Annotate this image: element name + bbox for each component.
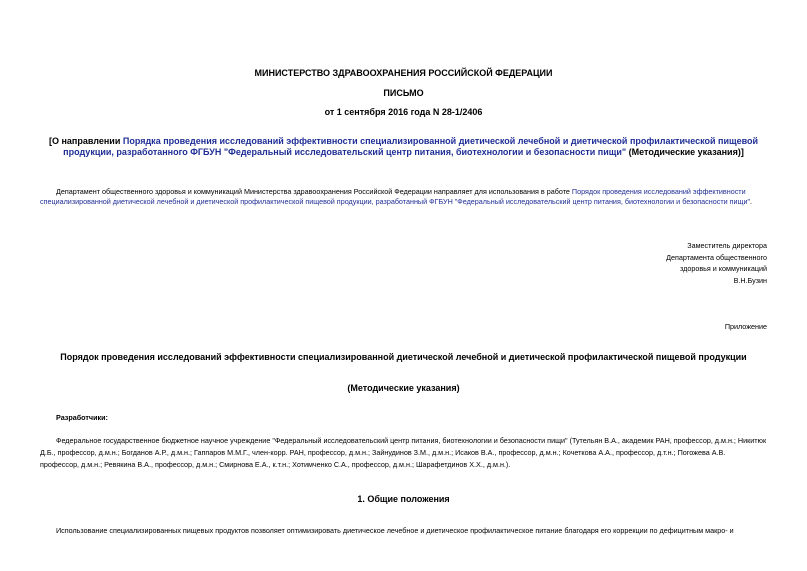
appendix-title: Порядок проведения исследований эффективности специализированной диетической лечебной и диетической профилактической пищевой продукции	[60, 352, 747, 362]
section1-paragraph	[40, 526, 768, 536]
developers-heading: Разработчики:	[56, 413, 108, 422]
subject-link-line2[interactable]: продукции, разработанного ФГБУН "Федеральный исследовательский центр питания, биотехнологии и безопасности пищи"	[63, 147, 627, 157]
intro-link-part2[interactable]: специализированной диетической лечебной и диетической профилактической пищевой продукции, разработанный ФГБУН "Федеральный исследовательский центр питания, биотехнологии и безопасности пищи"	[40, 197, 751, 206]
subject-open: [О направлении	[48, 136, 123, 146]
signature-position-line2: Департамента общественного	[666, 252, 767, 262]
signature-position-line3: здоровья и коммуникаций	[680, 264, 767, 273]
ministry-heading: МИНИСТЕРСТВО ЗДРАВООХРАНЕНИЯ РОССИЙСКОЙ ФЕДЕРАЦИИ	[254, 68, 553, 78]
developers-line3: профессор, д.м.н.; Ревякина В.А., профессор, д.м.н.; Смирнова Е.А., к.т.н.; Хотимченко С.А., профессор, д.м.н.; Шарафетдинов Х.Х., д.м.н.).	[40, 460, 511, 469]
appendix-label: Приложение	[724, 322, 767, 331]
section1-heading: 1. Общие положения	[357, 494, 450, 504]
signature-position-line1: Заместитель директора	[687, 241, 767, 250]
developers-paragraph	[40, 435, 768, 471]
document-date-number: от 1 сентября 2016 года N 28-1/2406	[324, 107, 483, 117]
intro-text: Департамент общественного здоровья и коммуникаций Министерства здравоохранения Российской Федерации направляет для использования в работе	[56, 187, 570, 196]
developers-line1: Федеральное государственное бюджетное научное учреждение "Федеральный исследовательский центр питания, биотехнологии и безопасности пищи" (Тутельян В.А., академик РАН, профессор, д.м.н.; Никитюк	[56, 436, 767, 445]
intro-paragraph	[40, 187, 768, 207]
intro-link-part1[interactable]: Порядок проведения исследований эффективности	[571, 187, 746, 196]
intro-end: .	[750, 197, 753, 206]
section1-text: Использование специализированных пищевых продуктов позволяет оптимизировать диетическое лечебное и диетическое профилактическое питание благодаря его коррекции по дефицитным макро- и	[56, 526, 734, 535]
developers-line2: Д.Б., профессор, д.м.н.; Богданов А.Р., д.м.н.; Гаппаров М.М.Г., член-корр. РАН, профессор, д.м.н.; Зайнудинов З.М., д.м.н.; Исаков В.А., профессор, д.м.н.; Кочеткова А.А., профессор, д.т.н.; Погожева А.В.	[40, 448, 726, 457]
document-type: ПИСЬМО	[383, 88, 424, 98]
subject-link-line1[interactable]: Порядка проведения исследований эффективности специализированной диетической лечебной и диетической профилактической пищевой	[122, 136, 759, 146]
document-subject	[40, 136, 767, 158]
signature-name: В.Н.Бузин	[733, 275, 767, 285]
appendix-subtitle: (Методические указания)	[347, 383, 460, 393]
subject-close: (Методические указания)]	[626, 147, 744, 157]
signature-block	[666, 240, 767, 286]
